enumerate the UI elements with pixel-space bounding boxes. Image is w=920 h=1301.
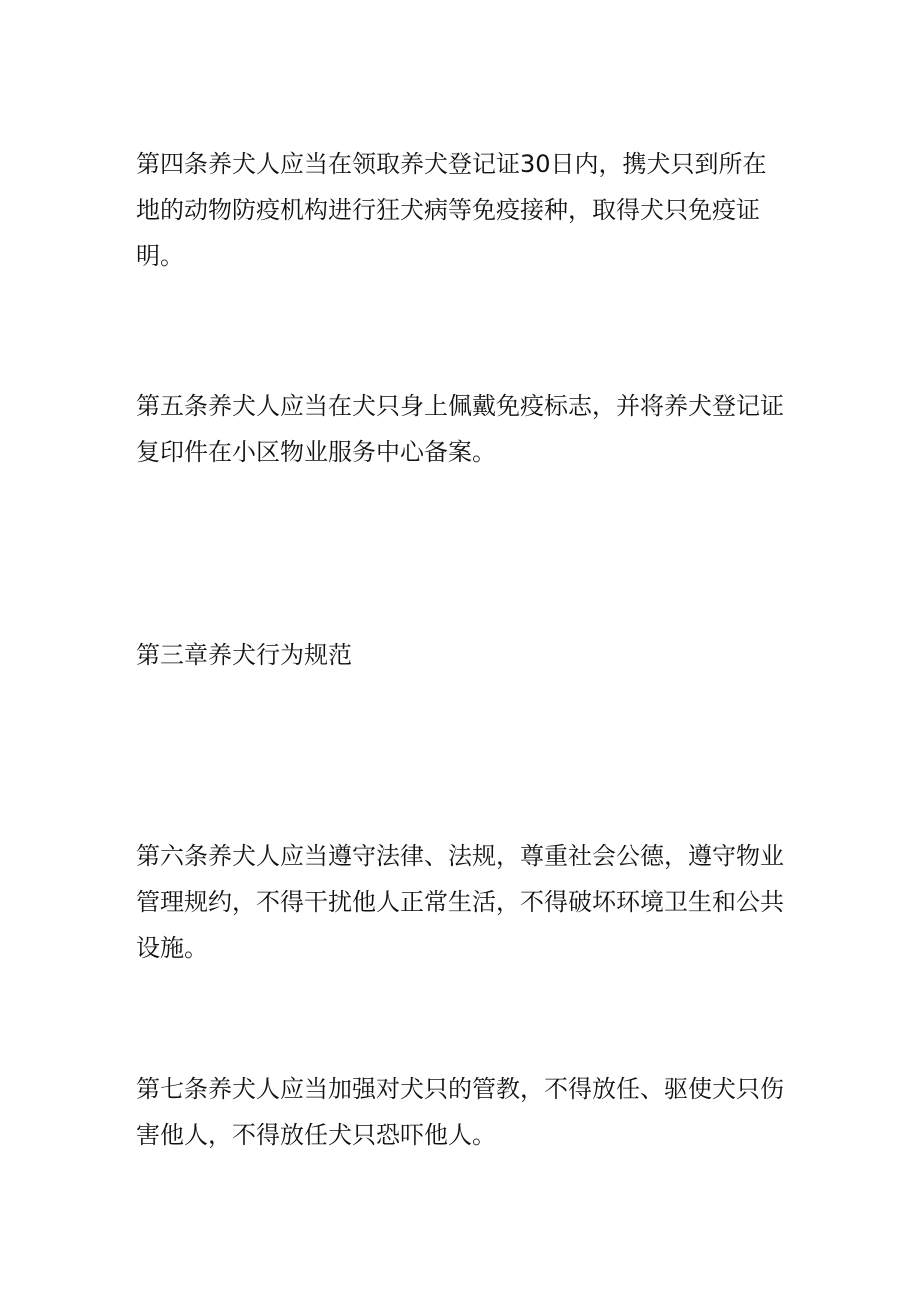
article-5-paragraph: 第五条养犬人应当在犬只身上佩戴免疫标志，并将养犬登记证复印件在小区物业服务中心备案。 — [136, 392, 784, 466]
article-4-paragraph: 第四条养犬人应当在领取养犬登记证30日内，携犬只到所在地的动物防疫机构进行狂犬病等免疫接种，取得犬只免疫证明。 — [136, 150, 767, 270]
article-6-paragraph: 第六条养犬人应当遵守法律、法规，尊重社会公德，遵守物业管理规约，不得干扰他人正常生活，不得破坏环境卫生和公共设施。 — [136, 842, 784, 962]
article-7-paragraph: 第七条养犬人应当加强对犬只的管教，不得放任、驱使犬只伤害他人，不得放任犬只恐吓他人。 — [136, 1075, 784, 1149]
chapter-3-heading: 第三章养犬行为规范 — [136, 641, 352, 669]
